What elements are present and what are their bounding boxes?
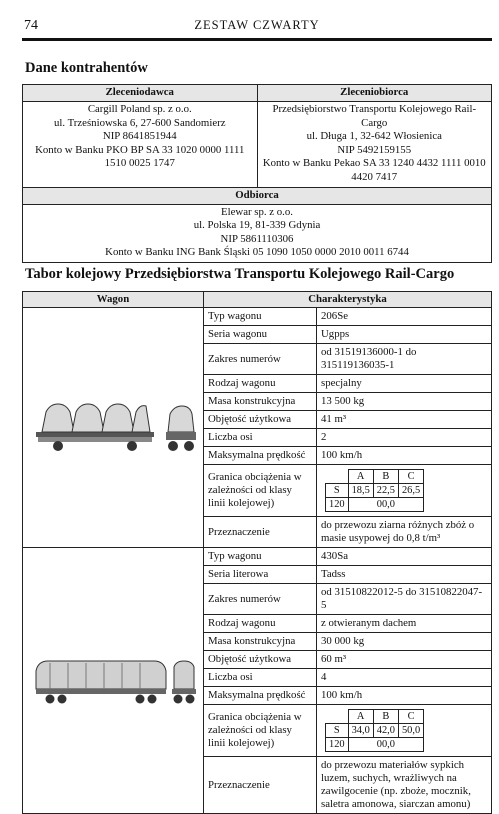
- load-class-header: A: [348, 710, 373, 724]
- load-limit-cell: [317, 465, 492, 517]
- load-limit-cell: [317, 705, 492, 757]
- purpose-value: do przewozu materiałów sypkich luzem, suchych, wrażliwych na zawilgocenie (np. zboże, mocznik, saletra amonowa, siarczan amonu): [317, 757, 492, 814]
- contractors-table: [22, 84, 492, 263]
- load-speed: 120: [326, 738, 349, 752]
- recipient-header: Odbiorca: [23, 187, 492, 204]
- spec-label: Objętość użytkowa: [204, 411, 317, 429]
- load-limit-label: Granica obciążenia w zależności od klasy linii kolejowej): [204, 705, 317, 757]
- header-rule: [22, 38, 492, 41]
- contractor-name: Przedsiębiorstwo Transportu Kolejowego Rail-Cargo: [272, 103, 477, 129]
- spec-value: 100 km/h: [317, 447, 492, 465]
- spec-value: 30 000 kg: [317, 633, 492, 651]
- spec-label: Seria literowa: [204, 566, 317, 584]
- spec-value: od 31510822012-5 do 31510822047-5: [317, 584, 492, 615]
- wagon-column-header: Wagon: [23, 292, 204, 308]
- hopper-wagon-image: [23, 308, 204, 548]
- spec-label: Masa konstrukcyjna: [204, 393, 317, 411]
- load-limit-table: [325, 709, 424, 752]
- purpose-label: Przeznaczenie: [204, 757, 317, 814]
- covered-hopper-wagon-icon: [28, 649, 198, 709]
- spec-value: od 31519136000-1 do 315119136035-1: [317, 344, 492, 375]
- spec-label: Typ wagonu: [204, 548, 317, 566]
- fleet-table: [22, 291, 492, 814]
- load-value: 00,0: [348, 738, 424, 752]
- spec-value: Tadss: [317, 566, 492, 584]
- recipient-cell: [23, 204, 492, 262]
- spec-label: Zakres numerów: [204, 584, 317, 615]
- contractor-address: ul. Długa 1, 32-642 Włosienica: [306, 130, 442, 143]
- spec-value: 206Se: [317, 308, 492, 326]
- spec-value: 41 m³: [317, 411, 492, 429]
- spec-label: Maksymalna prędkość: [204, 687, 317, 705]
- contractor-account: Konto w Banku Pekao SA 33 1240 4432 1111 0010 4420 7417: [262, 157, 486, 183]
- spec-value: Ugpps: [317, 326, 492, 344]
- client-address: ul. Trześniowska 6, 27-600 Sandomierz: [53, 116, 226, 129]
- page-header: [22, 14, 492, 36]
- recipient-account: Konto w Banku ING Bank Śląski 05 1090 1050 0000 2010 0011 6744: [105, 246, 409, 259]
- load-class-header: B: [373, 710, 398, 724]
- spec-label: Maksymalna prędkość: [204, 447, 317, 465]
- load-value: 22,5: [373, 484, 398, 498]
- contractor-header: Zleceniobiorca: [257, 85, 492, 102]
- load-limit-table: [325, 469, 424, 512]
- spec-value: 100 km/h: [317, 687, 492, 705]
- recipient-address: ul. Polska 19, 81-339 Gdynia: [193, 219, 321, 232]
- load-limit-label: Granica obciążenia w zależności od klasy linii kolejowej): [204, 465, 317, 517]
- load-class-header: B: [373, 470, 398, 484]
- spec-value: 60 m³: [317, 651, 492, 669]
- load-speed: 120: [326, 498, 349, 512]
- load-value: 26,5: [398, 484, 423, 498]
- client-name: Cargill Poland sp. z o.o.: [87, 103, 192, 115]
- contractor-cell: [257, 102, 492, 188]
- fleet-heading: Tabor kolejowy Przedsiębiorstwa Transportu Kolejowego Rail-Cargo: [25, 266, 455, 282]
- load-speed: S: [326, 724, 349, 738]
- spec-value: specjalny: [317, 375, 492, 393]
- load-class-header: C: [398, 710, 423, 724]
- load-corner: [326, 710, 349, 724]
- recipient-name: Elewar sp. z o.o.: [221, 205, 293, 218]
- spec-label: Objętość użytkowa: [204, 651, 317, 669]
- client-nip: NIP 8641851944: [102, 130, 177, 143]
- spec-value: 430Sa: [317, 548, 492, 566]
- spec-value: 13 500 kg: [317, 393, 492, 411]
- load-class-header: A: [348, 470, 373, 484]
- load-value: 42,0: [373, 724, 398, 738]
- spec-value: 2: [317, 429, 492, 447]
- spec-label: Liczba osi: [204, 429, 317, 447]
- contractor-nip: NIP 5492159155: [337, 143, 412, 156]
- contractors-heading: Dane kontrahentów: [25, 60, 148, 76]
- characteristics-column-header: Charakterystyka: [204, 292, 492, 308]
- spec-value: z otwieranym dachem: [317, 615, 492, 633]
- spec-value: 4: [317, 669, 492, 687]
- spec-label: Zakres numerów: [204, 344, 317, 375]
- load-value: 50,0: [398, 724, 423, 738]
- spec-label: Rodzaj wagonu: [204, 375, 317, 393]
- client-header: Zleceniodawca: [23, 85, 258, 102]
- recipient-nip: NIP 5861110306: [220, 232, 294, 245]
- load-value: 00,0: [348, 498, 424, 512]
- spec-label: Seria wagonu: [204, 326, 317, 344]
- load-class-header: C: [398, 470, 423, 484]
- client-cell: [23, 102, 258, 188]
- load-value: 34,0: [348, 724, 373, 738]
- load-corner: [326, 470, 349, 484]
- spec-label: Rodzaj wagonu: [204, 615, 317, 633]
- page-number: 74: [24, 18, 38, 33]
- client-account: Konto w Banku PKO BP SA 33 1020 0000 1111 1510 0025 1747: [35, 143, 245, 170]
- purpose-value: do przewozu ziarna różnych zbóż o masie usypowej do 0,8 t/m³: [317, 517, 492, 548]
- spec-label: Masa konstrukcyjna: [204, 633, 317, 651]
- hopper-wagon-icon: [28, 396, 198, 456]
- spec-label: Liczba osi: [204, 669, 317, 687]
- running-title: ZESTAW CZWARTY: [194, 18, 320, 32]
- load-value: 18,5: [348, 484, 373, 498]
- load-speed: S: [326, 484, 349, 498]
- purpose-label: Przeznaczenie: [204, 517, 317, 548]
- spec-label: Typ wagonu: [204, 308, 317, 326]
